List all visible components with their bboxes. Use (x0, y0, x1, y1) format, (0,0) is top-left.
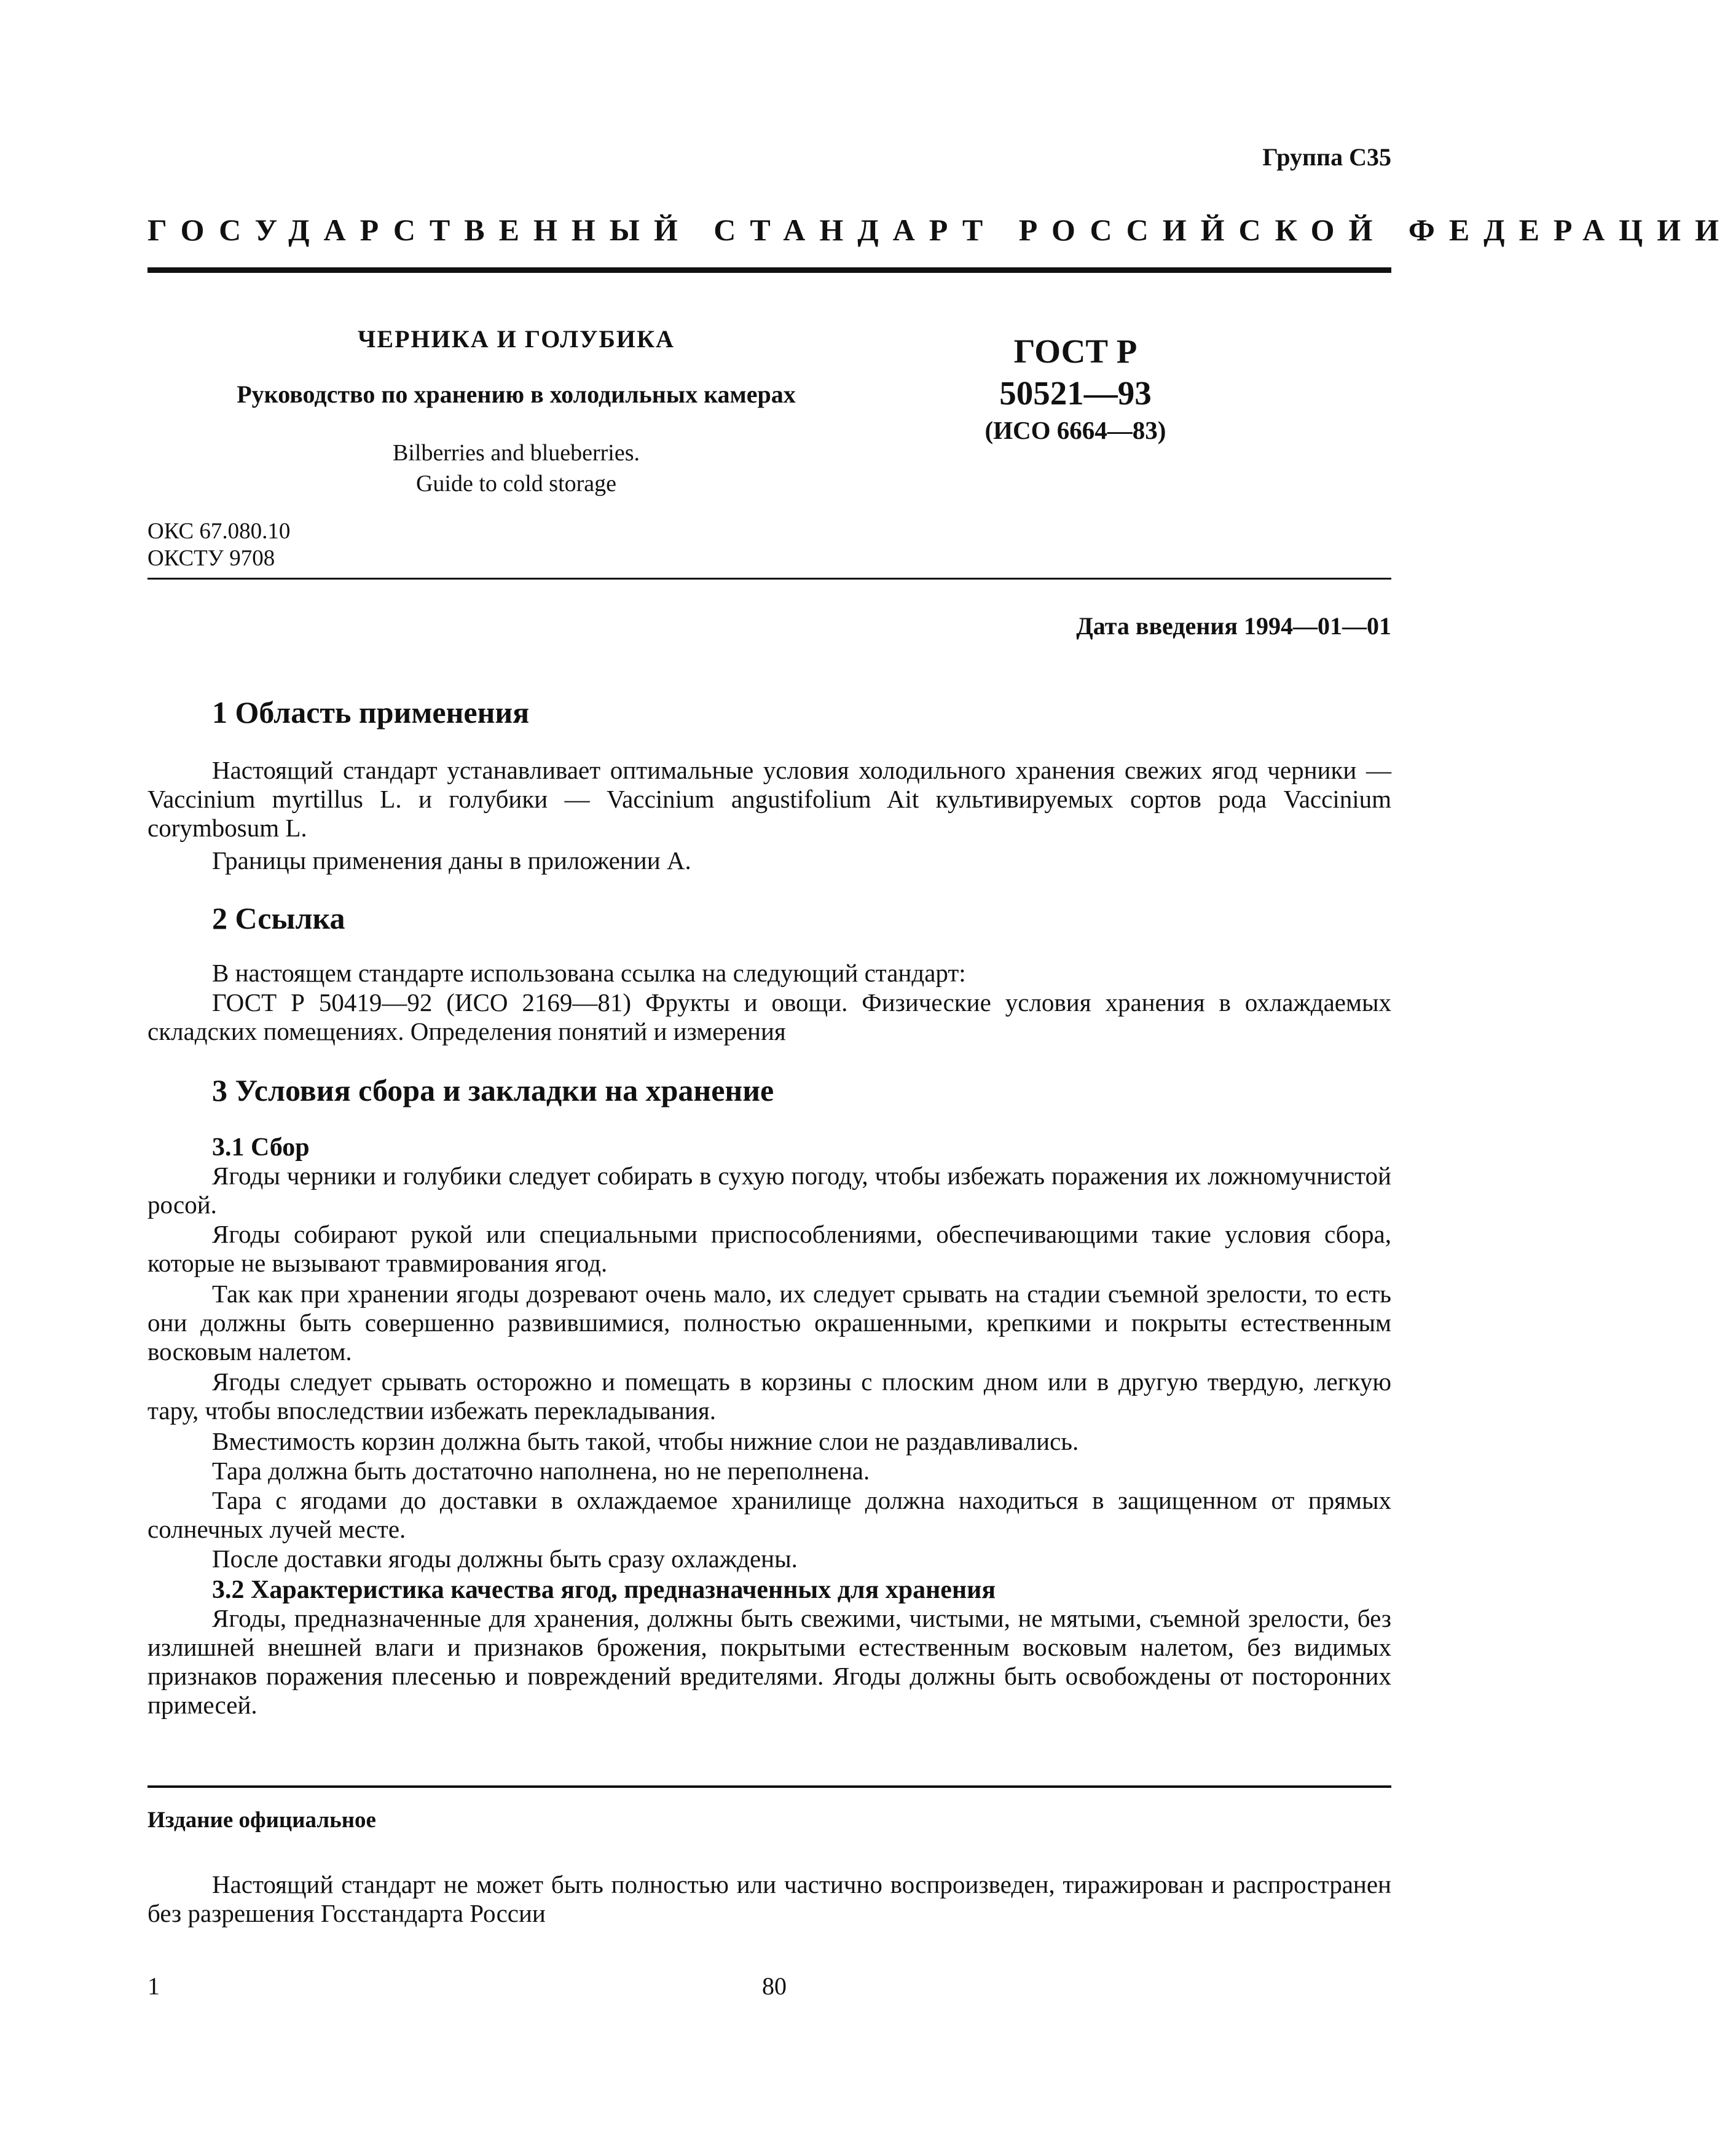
codes-divider (147, 578, 1391, 580)
section-1-paragraph-1: Настоящий стандарт устанавливает оптимальные условия холодильного хранения свежих ягод черники — Vaccinium myrtillus L. и голубики — Vaccinium angustifolium Ait культивируемых сортов рода Vaccinium corymbosum L. (147, 756, 1391, 842)
section-3-paragraph-9: Ягоды, предназначенные для хранения, должны быть свежими, чистыми, не мятыми, съемной зрелости, без излишней внешней влаги и признаков брожения, покрытыми естественным восковым налетом, без видимых признаков поражения плесенью и повреждений вредителями. Ягоды должны быть освобождены от посторонних примесей. (147, 1604, 1391, 1719)
section-1-paragraph-2: Границы применения даны в приложении А. (212, 846, 691, 875)
subsection-3-1-heading: 3.1 Сбор (212, 1133, 310, 1162)
page-number-center: 80 (762, 1972, 787, 2000)
section-2-paragraph-2: ГОСТ Р 50419—92 (ИСО 2169—81) Фрукты и овощи. Физические условия хранения в охлаждаемых складских помещениях. Определения понятий и измерения (147, 988, 1391, 1045)
section-3-paragraph-7: Тара с ягодами до доставки в охлаждаемое хранилище должна находиться в защищенном от прямых солнечных лучей месте. (147, 1486, 1391, 1543)
official-edition-label: Издание официальное (147, 1808, 376, 1833)
section-1-heading: 1 Область применения (212, 695, 530, 730)
okstu-code: ОКСТУ 9708 (147, 546, 275, 571)
gost-number: 50521—93 (999, 374, 1152, 412)
group-code: Группа С35 (1262, 143, 1391, 171)
section-3-paragraph-6: Тара должна быть достаточно наполнена, но не переполнена. (212, 1457, 870, 1485)
section-3-heading: 3 Условия сбора и закладки на хранение (212, 1073, 774, 1108)
section-2-heading: 2 Ссылка (212, 901, 345, 935)
iso-reference: (ИСО 6664—83) (984, 416, 1166, 444)
english-title-line1: Bilberries and blueberries. (392, 440, 640, 466)
section-3-paragraph-1: Ягоды черники и голубики следует собирать в сухую погоду, чтобы избежать поражения их ложномучнистой росой. (147, 1162, 1391, 1219)
classification-codes (147, 518, 290, 572)
document-title: ЧЕРНИКА И ГОЛУБИКА (358, 325, 675, 353)
english-title-line2: Guide to cold storage (415, 471, 617, 497)
section-3-paragraph-4: Ягоды следует срывать осторожно и помещать в корзины с плоским дном или в другую твердую, легкую тару, чтобы впоследствии избежать перекладывания. (147, 1367, 1391, 1425)
subsection-3-2-heading: 3.2 Характеристика качества ягод, предназначенных для хранения (212, 1576, 996, 1604)
document-subtitle: Руководство по хранению в холодильных камерах (237, 380, 796, 408)
section-3-paragraph-3: Так как при хранении ягоды дозревают очень мало, их следует срывать на стадии съемной зрелости, то есть они должны быть совершенно развившимися, полностью окрашенными, крепкими и покрыты естественным восковым налетом. (147, 1280, 1391, 1366)
section-2-paragraph-1: В настоящем стандарте использована ссылка на следующий стандарт: (212, 959, 966, 987)
section-3-paragraph-8: После доставки ягоды должны быть сразу охлаждены. (212, 1544, 798, 1573)
oks-code: ОКС 67.080.10 (147, 519, 291, 544)
english-title (178, 438, 854, 499)
gost-designation: ГОСТ Р (1013, 332, 1138, 370)
section-3-paragraph-5: Вместимость корзин должна быть такой, чтобы нижние слои не раздавливались. (212, 1427, 1079, 1455)
header-divider (147, 267, 1391, 273)
effective-date: Дата введения 1994—01—01 (1076, 612, 1391, 640)
footer-divider (147, 1785, 1391, 1788)
page-number-left: 1 (147, 1972, 160, 2000)
state-standard-title: ГОСУДАРСТВЕННЫЙ СТАНДАРТ РОССИЙСКОЙ ФЕДЕРАЦИИ (147, 213, 1733, 247)
copyright-notice: Настоящий стандарт не может быть полностью или частично воспроизведен, тиражирован и распространен без разрешения Госстандарта России (147, 1870, 1391, 1927)
section-3-paragraph-2: Ягоды собирают рукой или специальными приспособлениями, обеспечивающими такие условия сбора, которые не вызывают травмирования ягод. (147, 1220, 1391, 1277)
